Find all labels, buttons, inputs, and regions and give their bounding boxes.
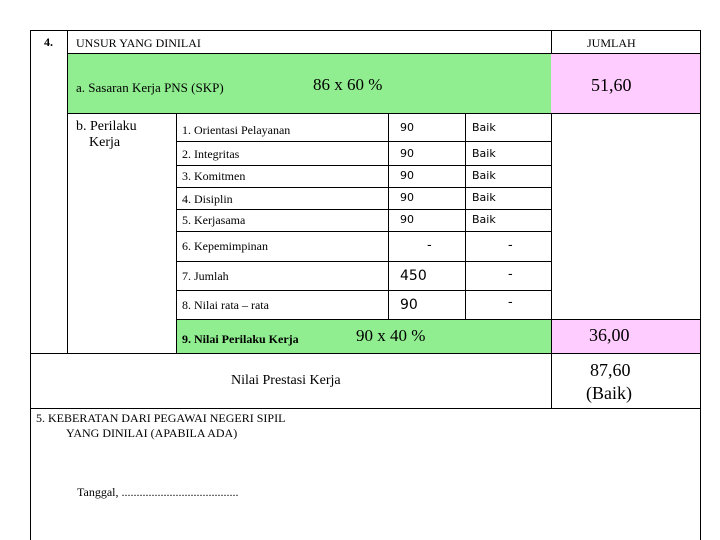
table-row-name: 2. Integritas [182, 147, 240, 161]
table-row-score: 90 [400, 213, 414, 226]
table-row-grade: - [508, 238, 513, 253]
nilai-prestasi-result: 87,60 [590, 360, 631, 380]
table-row-score: 90 [400, 147, 414, 160]
table-row-grade: Baik [472, 147, 496, 160]
divider [176, 165, 551, 166]
divider [176, 209, 551, 210]
divider [551, 30, 552, 53]
table-row-name: 5. Kerjasama [182, 213, 246, 227]
keberatan-title-cont: YANG DINILAI (APABILA ADA) [66, 426, 238, 440]
divider [176, 261, 551, 262]
divider [176, 290, 551, 291]
table-row-score: 90 [400, 169, 414, 182]
nilai-prestasi-grade: (Baik) [586, 383, 632, 403]
divider [176, 141, 551, 142]
table-row-name: 8. Nilai rata – rata [182, 298, 269, 312]
table-row-grade: Baik [472, 191, 496, 204]
divider [465, 113, 466, 319]
tanggal-field: Tanggal, ....................................... [77, 485, 239, 499]
divider [176, 187, 551, 188]
divider [551, 113, 552, 408]
table-row-grade: Baik [472, 121, 496, 134]
table-row-name: 7. Jumlah [182, 269, 229, 283]
table-row-grade: Baik [472, 213, 496, 226]
table-row-score: 90 [400, 121, 414, 134]
skp-result: 51,60 [591, 75, 632, 95]
divider [30, 408, 701, 409]
perilaku-label-cont: Kerja [89, 135, 121, 150]
nilai-perilaku-label: 9. Nilai Perilaku Kerja [182, 332, 299, 346]
table-row-name: 6. Kepemimpinan [182, 239, 268, 253]
table-row-grade: - [508, 295, 513, 310]
divider [67, 30, 68, 353]
table-row-score: - [427, 238, 432, 253]
table-row-grade: Baik [472, 169, 496, 182]
table-row-grade: - [508, 267, 513, 282]
section-title: UNSUR YANG DINILAI [76, 36, 201, 50]
table-row-name: 1. Orientasi Pelayanan [182, 123, 291, 137]
table-row-score: 90 [400, 191, 414, 204]
divider [176, 319, 701, 320]
form-frame [30, 30, 701, 540]
divider [67, 53, 701, 54]
divider [176, 231, 551, 232]
divider [30, 353, 701, 354]
total-column-header: JUMLAH [587, 36, 636, 50]
skp-label: a. Sasaran Kerja PNS (SKP) [76, 80, 224, 95]
keberatan-title: 5. KEBERATAN DARI PEGAWAI NEGERI SIPIL [36, 411, 286, 425]
table-row-name: 4. Disiplin [182, 192, 233, 206]
nilai-perilaku-formula: 90 x 40 % [356, 326, 426, 345]
nilai-perilaku-result: 36,00 [589, 325, 630, 345]
skp-formula: 86 x 60 % [313, 75, 383, 94]
divider [67, 113, 701, 114]
section-number: 4. [44, 35, 53, 49]
divider [176, 113, 177, 353]
perilaku-label: b. Perilaku [76, 119, 137, 134]
table-row-score: 450 [400, 268, 427, 284]
table-row-score: 90 [400, 297, 418, 313]
divider [388, 113, 389, 319]
table-row-name: 3. Komitmen [182, 169, 246, 183]
nilai-prestasi-label: Nilai Prestasi Kerja [231, 373, 341, 388]
